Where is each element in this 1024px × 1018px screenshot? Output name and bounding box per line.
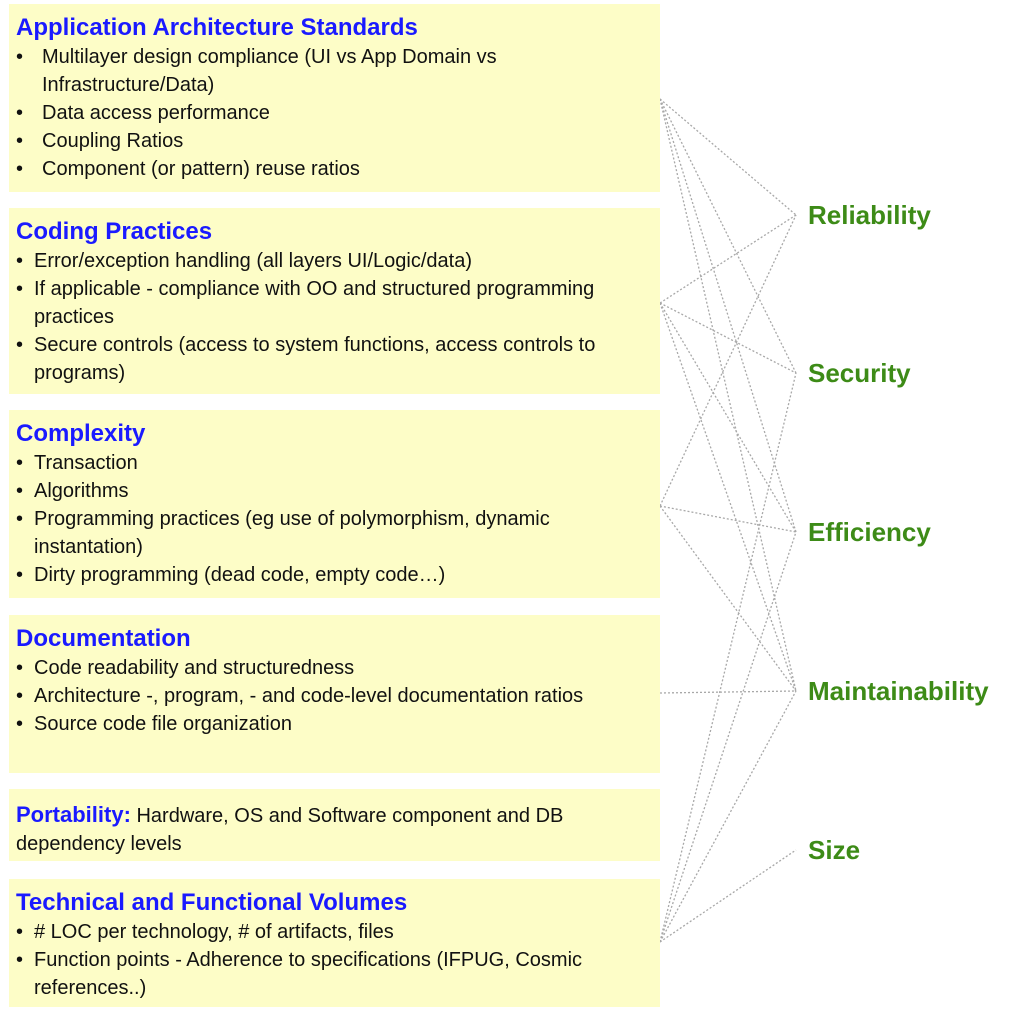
- category-box-volumes: [9, 879, 660, 1007]
- list-item: [16, 946, 652, 1002]
- connector-line: [660, 215, 796, 506]
- category-title: Technical and Functional Volumes: [16, 889, 408, 916]
- list-item: [16, 127, 652, 155]
- list-item: [16, 331, 652, 387]
- bullet-icon: •: [16, 564, 24, 586]
- item-text: Algorithms: [34, 480, 129, 502]
- connector-line: [660, 691, 796, 693]
- item-text: Secure controls (access to system functions, access controls to programs): [34, 334, 596, 384]
- quality-efficiency: Efficiency: [808, 517, 931, 547]
- item-text: Data access performance: [42, 102, 270, 124]
- category-box-architecture: [9, 4, 660, 192]
- item-text: Coupling Ratios: [42, 130, 184, 152]
- connector-line: [660, 99, 796, 691]
- bullet-icon: •: [16, 102, 24, 124]
- item-list: [16, 449, 652, 589]
- connector-line: [660, 99, 796, 215]
- list-item: [16, 505, 652, 561]
- portability-text: [16, 800, 652, 858]
- bullet-icon: •: [16, 158, 24, 180]
- category-title: Complexity: [16, 420, 146, 447]
- quality-maintainability: Maintainability: [808, 676, 989, 706]
- bullet-icon: •: [16, 949, 24, 971]
- connector-line: [660, 691, 796, 942]
- connector-line: [660, 303, 796, 532]
- list-item: [16, 710, 652, 738]
- connector-line: [660, 303, 796, 691]
- list-item: [16, 43, 652, 99]
- bullet-icon: •: [16, 685, 24, 707]
- item-text: Error/exception handling (all layers UI/Logic/data): [34, 250, 472, 272]
- bullet-icon: •: [16, 250, 24, 272]
- connector-line: [660, 850, 796, 942]
- list-item: [16, 247, 652, 275]
- list-item: [16, 155, 652, 183]
- list-item: [16, 682, 652, 710]
- item-text: Function points - Adherence to specifications (IFPUG, Cosmic references..): [34, 949, 583, 999]
- quality-security: Security: [808, 358, 911, 388]
- connector-line: [660, 506, 796, 691]
- bullet-icon: •: [16, 334, 24, 356]
- bullet-icon: •: [16, 452, 24, 474]
- connector-line: [660, 99, 796, 373]
- list-item: [16, 477, 652, 505]
- list-item: [16, 449, 652, 477]
- category-box-coding-practices: [9, 208, 660, 394]
- category-title: Documentation: [16, 625, 191, 652]
- item-list: [16, 247, 652, 387]
- connector-line: [660, 303, 796, 373]
- category-title: Coding Practices: [16, 218, 213, 245]
- item-text: Component (or pattern) reuse ratios: [42, 158, 360, 180]
- list-item: [16, 918, 652, 946]
- quality-reliability: Reliability: [808, 200, 931, 230]
- item-text: Code readability and structuredness: [34, 657, 355, 679]
- list-item: [16, 275, 652, 331]
- list-item: [16, 561, 652, 589]
- item-text: Transaction: [34, 452, 138, 474]
- category-box-portability: [9, 789, 660, 861]
- bullet-icon: •: [16, 508, 24, 530]
- connector-line: [660, 99, 796, 532]
- bullet-icon: •: [16, 921, 24, 943]
- item-text: Dirty programming (dead code, empty code…): [34, 564, 446, 586]
- item-list: [16, 43, 652, 183]
- connector-line: [660, 506, 796, 532]
- quality-size: Size: [808, 835, 861, 865]
- item-text: If applicable - compliance with OO and structured programming practices: [34, 278, 595, 328]
- bullet-icon: •: [16, 657, 24, 679]
- item-text: Source code file organization: [34, 713, 292, 735]
- bullet-icon: •: [16, 480, 24, 502]
- list-item: [16, 654, 652, 682]
- bullet-icon: •: [16, 130, 24, 152]
- category-box-documentation: [9, 615, 660, 773]
- portability-description: Hardware, OS and Software component and DB dependency levels: [16, 805, 564, 855]
- category-box-complexity: [9, 410, 660, 598]
- item-text: Architecture -, program, - and code-level documentation ratios: [34, 685, 584, 707]
- connector-line: [660, 373, 796, 942]
- connector-line: [660, 215, 796, 303]
- category-title: Application Architecture Standards: [16, 14, 418, 41]
- item-text: # LOC per technology, # of artifacts, files: [34, 921, 394, 943]
- list-item: [16, 99, 652, 127]
- connector-line: [660, 532, 796, 942]
- item-list: [16, 918, 652, 1002]
- category-title: Portability:: [16, 802, 131, 827]
- item-text: Multilayer design compliance (UI vs App Domain vs Infrastructure/Data): [42, 46, 497, 96]
- bullet-icon: •: [16, 46, 24, 68]
- item-list: [16, 654, 652, 738]
- item-text: Programming practices (eg use of polymorphism, dynamic instantation): [34, 508, 550, 558]
- bullet-icon: •: [16, 713, 24, 735]
- bullet-icon: •: [16, 278, 24, 300]
